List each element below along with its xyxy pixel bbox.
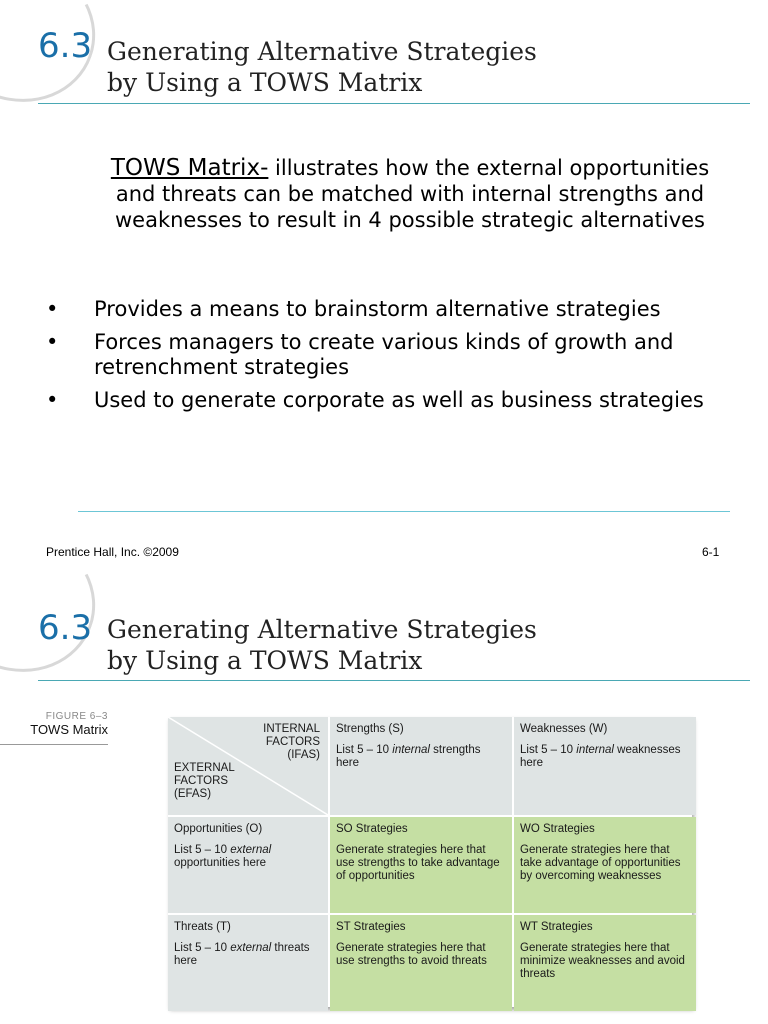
bullet-text: Provides a means to brainstorm alternative strategies: [94, 297, 661, 321]
bullet-text: Used to generate corporate as well as business strategies: [94, 388, 704, 412]
so-strategies-cell: SO Strategies Generate strategies here that use strengths to take advantage of opportunities: [330, 817, 512, 913]
footer-copyright: Prentice Hall, Inc. ©2009: [46, 545, 179, 559]
title-divider: [38, 103, 750, 104]
footer-divider: [78, 511, 730, 512]
section-number: 6.3: [38, 26, 93, 66]
section-number: 6.3: [38, 608, 93, 648]
title-line-1: Generating Alternative Strategies: [107, 615, 537, 644]
slide-2: [0, 570, 768, 1024]
definition-text: illustrates how the external opportunities and threats can be matched with internal strengths and weaknesses to result in 4 possible strategic alternatives: [115, 156, 710, 232]
strengths-cell: Strengths (S) List 5 – 10 internal strengths here: [330, 717, 512, 815]
bullet-icon: •: [46, 388, 59, 412]
figure-caption-rule: [0, 744, 108, 745]
list-item: [46, 388, 736, 413]
weaknesses-cell: Weaknesses (W) List 5 – 10 internal weaknesses here: [514, 717, 696, 815]
wo-strategies-cell: WO Strategies Generate strategies here that take advantage of opportunities by overcoming weaknesses: [514, 817, 696, 913]
list-item: [46, 297, 736, 322]
list-item: [46, 330, 736, 380]
st-strategies-cell: ST Strategies Generate strategies here that use strengths to avoid threats: [330, 915, 512, 1011]
definition: [110, 155, 710, 233]
title-line-2: by Using a TOWS Matrix: [107, 68, 423, 97]
title-line-1: Generating Alternative Strategies: [107, 37, 537, 66]
wt-strategies-cell: WT Strategies Generate strategies here that minimize weaknesses and avoid threats: [514, 915, 696, 1011]
bullet-text: Forces managers to create various kinds of growth and retrenchment strategies: [94, 330, 674, 379]
title-divider: [38, 680, 750, 681]
matrix-corner-cell: [168, 717, 328, 815]
threats-cell: Threats (T) List 5 – 10 external threats here: [168, 915, 328, 1011]
slide-title: [107, 614, 707, 676]
internal-factors-label: INTERNAL FACTORS (IFAS): [263, 723, 320, 761]
slide-title: [107, 36, 707, 98]
opportunities-cell: Opportunities (O) List 5 – 10 external opportunities here: [168, 817, 328, 913]
slide-page-number: 6-1: [702, 545, 720, 559]
figure-number: FIGURE 6–3: [45, 711, 108, 722]
bullet-icon: •: [46, 297, 59, 321]
bullet-list: [46, 297, 736, 421]
figure-name: TOWS Matrix: [30, 722, 108, 737]
tows-matrix: [168, 717, 692, 1007]
title-line-2: by Using a TOWS Matrix: [107, 646, 423, 675]
external-factors-label: EXTERNAL FACTORS (EFAS): [174, 762, 235, 800]
definition-term: TOWS Matrix-: [110, 155, 269, 181]
bullet-icon: •: [46, 330, 59, 354]
figure-caption: [0, 711, 108, 737]
